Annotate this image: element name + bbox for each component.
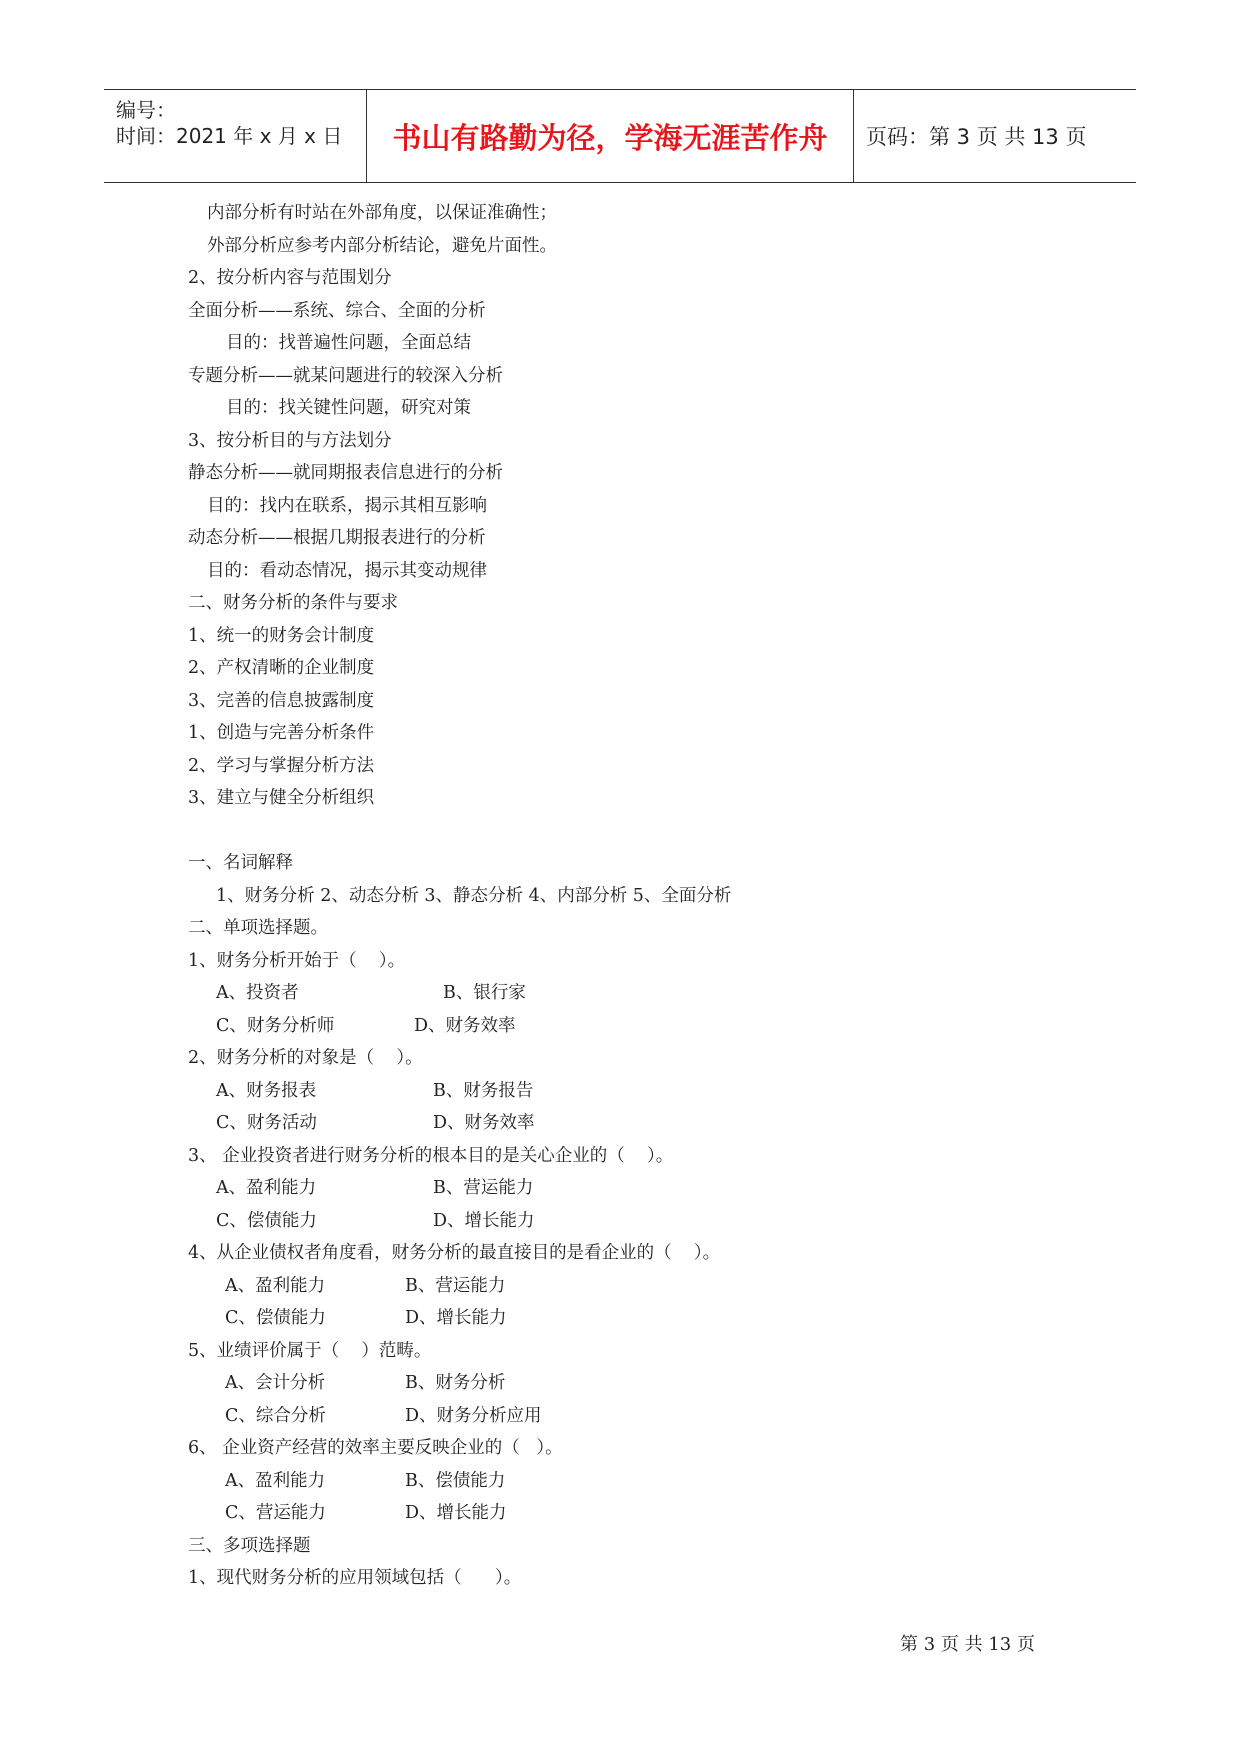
- text-line: 1、财务分析开始于（ ）。: [188, 951, 406, 971]
- text-line: C、偿债能力: [225, 1308, 326, 1328]
- text-line: D、财务效率: [414, 1016, 516, 1036]
- text-line: 3、 企业投资者进行财务分析的根本目的是关心企业的（ ）。: [188, 1146, 674, 1166]
- text-line: 目的：找内在联系，揭示其相互影响: [207, 496, 487, 516]
- document-number-label: 编号：: [116, 98, 176, 122]
- text-line: 目的：找普遍性问题，全面总结: [226, 333, 471, 353]
- text-line: 静态分析——就同期报表信息进行的分析: [188, 463, 503, 483]
- text-line: 1、统一的财务会计制度: [188, 626, 375, 646]
- text-line: 2、学习与掌握分析方法: [188, 756, 375, 776]
- text-line: 目的：看动态情况，揭示其变动规律: [207, 561, 487, 581]
- text-line: A、财务报表: [216, 1081, 317, 1101]
- text-line: 外部分析应参考内部分析结论，避免片面性。: [207, 236, 557, 256]
- text-line: C、财务分析师: [216, 1016, 335, 1036]
- text-line: 专题分析——就某问题进行的较深入分析: [188, 366, 503, 386]
- text-line: D、财务分析应用: [405, 1406, 542, 1426]
- text-line: B、营运能力: [433, 1178, 534, 1198]
- header-page-label: 页码：第 3 页 共 13 页: [866, 125, 1087, 149]
- text-line: A、盈利能力: [225, 1276, 326, 1296]
- text-line: 3、建立与健全分析组织: [188, 788, 375, 808]
- text-line: B、财务分析: [405, 1373, 506, 1393]
- text-line: B、银行家: [443, 983, 526, 1003]
- header-motto: 书山有路勤为径，学海无涯苦作舟: [367, 90, 854, 182]
- text-line: B、营运能力: [405, 1276, 506, 1296]
- text-line: 一、名词解释: [188, 853, 293, 873]
- text-line: 2、财务分析的对象是（ ）。: [188, 1048, 423, 1068]
- text-line: 1、现代财务分析的应用领域包括（ ）。: [188, 1568, 522, 1588]
- text-line: 5、业绩评价属于（ ）范畴。: [188, 1341, 432, 1361]
- text-line: 目的：找关键性问题，研究对策: [226, 398, 471, 418]
- document-time-label: 时间：2021 年 x 月 x 日: [116, 124, 343, 148]
- text-line: C、偿债能力: [216, 1211, 317, 1231]
- text-line: B、偿债能力: [405, 1471, 506, 1491]
- text-line: D、财务效率: [433, 1113, 535, 1133]
- text-line: B、财务报告: [433, 1081, 534, 1101]
- text-line: 二、财务分析的条件与要求: [188, 593, 398, 613]
- text-line: 2、按分析内容与范围划分: [188, 268, 392, 288]
- text-line: 2、产权清晰的企业制度: [188, 658, 375, 678]
- text-line: 内部分析有时站在外部角度，以保证准确性；: [207, 203, 557, 223]
- text-line: 二、单项选择题。: [188, 918, 328, 938]
- text-line: 4、从企业债权者角度看，财务分析的最直接目的是看企业的（ ）。: [188, 1243, 721, 1263]
- text-line: 1、财务分析 2、动态分析 3、静态分析 4、内部分析 5、全面分析: [216, 886, 732, 906]
- text-line: D、增长能力: [433, 1211, 535, 1231]
- text-line: C、财务活动: [216, 1113, 317, 1133]
- text-line: 3、完善的信息披露制度: [188, 691, 375, 711]
- page-footer: 第 3 页 共 13 页: [900, 1634, 1035, 1655]
- text-line: 三、多项选择题: [188, 1536, 311, 1556]
- text-line: A、会计分析: [225, 1373, 326, 1393]
- text-line: D、增长能力: [405, 1308, 507, 1328]
- text-line: A、投资者: [216, 983, 299, 1003]
- text-line: A、盈利能力: [216, 1178, 317, 1198]
- text-line: C、综合分析: [225, 1406, 326, 1426]
- text-line: A、盈利能力: [225, 1471, 326, 1491]
- text-line: 全面分析——系统、综合、全面的分析: [188, 301, 486, 321]
- text-line: 3、按分析目的与方法划分: [188, 431, 392, 451]
- text-line: 6、 企业资产经营的效率主要反映企业的（ ）。: [188, 1438, 563, 1458]
- text-line: C、营运能力: [225, 1503, 326, 1523]
- text-line: 1、创造与完善分析条件: [188, 723, 375, 743]
- text-line: 动态分析——根据几期报表进行的分析: [188, 528, 486, 548]
- text-line: D、增长能力: [405, 1503, 507, 1523]
